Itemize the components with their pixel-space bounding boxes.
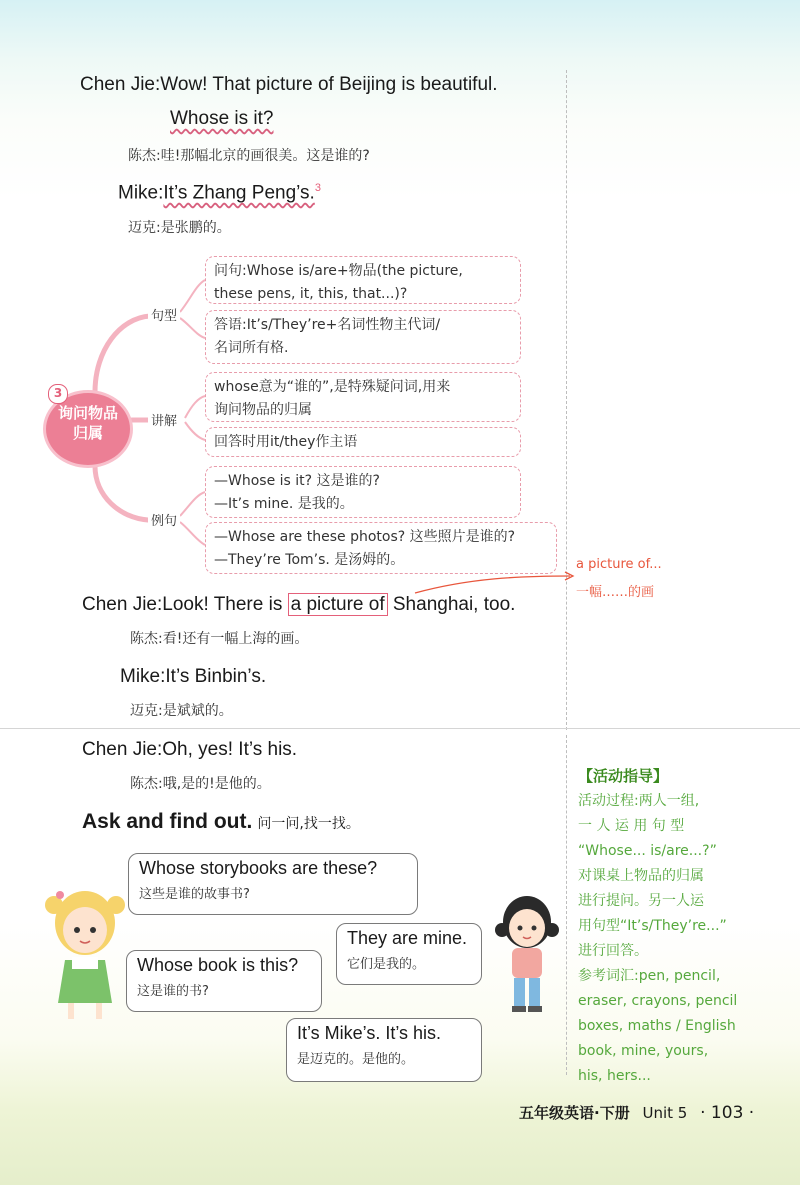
- bubble-3-en: Whose book is this?: [137, 955, 299, 975]
- guide-line: boxes, maths / English: [578, 1018, 736, 1034]
- girl-dark-hair-illustration: [492, 890, 562, 1020]
- page-fold-line: [0, 728, 800, 729]
- speaker-mike: Mike:: [118, 182, 164, 204]
- dialogue-line-4: [120, 666, 266, 688]
- guide-line: 进行提问。另一人运: [578, 893, 704, 909]
- page-number: · 103 ·: [700, 1103, 755, 1123]
- node-explanation: 讲解: [148, 410, 180, 429]
- sub-branch-4: [185, 422, 205, 440]
- book-title: 五年级英语·下册: [519, 1104, 630, 1122]
- translation-line-5: 陈杰:哦,是的!是他的。: [130, 776, 271, 792]
- speech-bubble-4: [286, 1018, 482, 1082]
- sub-branch-1: [180, 280, 205, 312]
- sub-branch-3: [185, 396, 205, 418]
- guide-line: “Whose... is/are...?”: [578, 843, 717, 859]
- card1-line-1: 问句:Whose is/are+物品(the picture,: [214, 263, 463, 279]
- guide-line: eraser, crayons, pencil: [578, 993, 738, 1009]
- sub-branch-2: [180, 318, 205, 338]
- point-marker-3: 3: [314, 182, 321, 194]
- line-2-text: It’s Zhang Peng’s.: [163, 182, 315, 204]
- card4-line-1: 回答时用it/they作主语: [214, 434, 358, 450]
- guide-title: 【活动指导】: [578, 767, 669, 785]
- speaker-mike-2: Mike:: [120, 666, 166, 687]
- guide-line: 参考词汇:pen, pencil,: [578, 968, 721, 984]
- line-4-text: It’s Binbin’s.: [165, 666, 267, 687]
- card-example-1: [205, 466, 521, 518]
- speaker-chen-jie: Chen Jie:: [80, 74, 161, 95]
- margin-divider-bottom: [566, 735, 567, 1075]
- center-number-badge: 3: [48, 384, 68, 404]
- card-example-2: [205, 522, 557, 574]
- dialogue-line-3: [82, 594, 515, 616]
- guide-line: 进行回答。: [578, 943, 648, 959]
- bubble-2-zh: 它们是我的。: [347, 957, 426, 972]
- line-1-text: Wow! That picture of Beijing is beautiful.: [160, 74, 498, 95]
- card6-line-1: —Whose are these photos? 这些照片是谁的?: [214, 529, 516, 545]
- side-note-en: a picture of...: [576, 557, 662, 572]
- page-footer: [519, 1102, 754, 1123]
- card2-line-2: 名词所有格.: [214, 340, 289, 356]
- card3-line-1: whose意为“谁的”,是特殊疑问词,用来: [214, 379, 451, 395]
- girl-blonde-illustration: [40, 885, 130, 1025]
- card5-line-2: —It’s mine. 是我的。: [214, 496, 354, 512]
- guide-line: book, mine, yours,: [578, 1043, 709, 1059]
- card1-line-2: these pens, it, this, that...)?: [214, 286, 408, 302]
- guide-line: 一 人 运 用 句 型: [578, 818, 685, 834]
- key-question: Whose is it?: [170, 108, 274, 129]
- activity-title-zh: 问一问,找一找。: [257, 816, 360, 832]
- speaker-chen-jie-3: Chen Jie:: [82, 739, 163, 760]
- translation-line-4: 迈克:是斌斌的。: [130, 703, 233, 719]
- branch-to-sentence-pattern: [95, 316, 150, 392]
- speaker-chen-jie-2: Chen Jie:: [82, 594, 163, 615]
- card2-line-1: 答语:It’s/They’re+名词性物主代词/: [214, 317, 441, 333]
- card6-line-2: —They’re Tom’s. 是汤姆的。: [214, 552, 405, 568]
- speech-bubble-3: [126, 950, 322, 1012]
- node-sentence-pattern: 句型: [148, 305, 180, 324]
- card-whose-explanation: [205, 372, 521, 422]
- activity-heading: [82, 810, 360, 834]
- center-line-2: 归属: [72, 424, 103, 442]
- branch-to-examples: [95, 466, 148, 520]
- guide-line: 对课桌上物品的归属: [578, 868, 704, 884]
- center-line-1: 询问物品: [57, 404, 118, 422]
- guide-line: 活动过程:两人一组,: [578, 793, 700, 809]
- bubble-4-zh: 是迈克的。是他的。: [297, 1052, 415, 1067]
- sub-branch-5: [180, 492, 205, 516]
- line-3-pre: Look! There is: [162, 594, 288, 615]
- card-question-pattern: [205, 256, 521, 304]
- node-examples: 例句: [148, 510, 180, 529]
- translation-line-2: 迈克:是张鹏的。: [128, 220, 231, 236]
- sub-branch-6: [180, 522, 205, 545]
- speech-bubble-1: [128, 853, 418, 915]
- guide-line: his, hers...: [578, 1068, 651, 1084]
- bubble-3-zh: 这是谁的书?: [137, 984, 209, 999]
- bubble-1-en: Whose storybooks are these?: [139, 858, 378, 878]
- card3-line-2: 询问物品的归属: [214, 402, 312, 418]
- card5-line-1: —Whose is it? 这是谁的?: [214, 473, 380, 489]
- card-answer-subject: [205, 427, 521, 457]
- margin-divider-top: [566, 70, 567, 730]
- card-answer-pattern: [205, 310, 521, 364]
- dialogue-line-5: [82, 739, 297, 761]
- translation-line-3: 陈杰:看!还有一幅上海的画。: [130, 631, 309, 647]
- bubble-2-en: They are mine.: [347, 928, 468, 948]
- line-3-post: Shanghai, too.: [387, 594, 516, 615]
- guide-line: 用句型“It’s/They’re...”: [578, 918, 727, 934]
- unit-label: Unit 5: [642, 1104, 688, 1122]
- activity-guide: [578, 764, 768, 1089]
- bubble-4-en: It’s Mike’s. It’s his.: [297, 1023, 442, 1043]
- activity-title: Ask and find out.: [82, 810, 253, 833]
- side-note-zh: 一幅……的画: [576, 585, 655, 600]
- line-5-text: Oh, yes! It’s his.: [162, 739, 298, 760]
- speech-bubble-2: [336, 923, 482, 985]
- phrase-a-picture-of: a picture of: [288, 593, 388, 616]
- bubble-1-zh: 这些是谁的故事书?: [139, 887, 250, 902]
- translation-line-1: 陈杰:哇!那幅北京的画很美。这是谁的?: [128, 148, 370, 164]
